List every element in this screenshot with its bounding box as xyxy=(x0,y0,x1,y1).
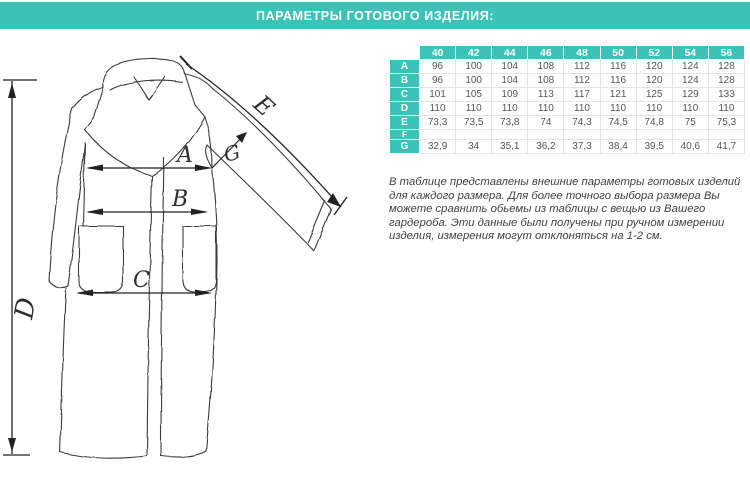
dimension-line-d xyxy=(3,80,37,455)
size-column-header: 42 xyxy=(456,46,492,60)
size-value-cell: 110 xyxy=(600,102,636,116)
size-column-header: 52 xyxy=(636,46,672,60)
size-column-header: 54 xyxy=(672,46,708,60)
dimension-line-e xyxy=(180,56,347,215)
size-value-cell: 117 xyxy=(564,88,600,102)
row-label: A xyxy=(390,60,420,74)
dimension-label-e: E xyxy=(247,89,280,123)
size-value-cell: 110 xyxy=(708,102,744,116)
size-value-cell: 113 xyxy=(528,88,564,102)
size-value-cell: 121 xyxy=(600,88,636,102)
size-value-cell: 108 xyxy=(528,60,564,74)
size-value-cell: 112 xyxy=(564,60,600,74)
size-value-cell xyxy=(600,130,636,140)
coat-measurement-sketch xyxy=(0,30,385,476)
size-column-header: 44 xyxy=(492,46,528,60)
size-value-cell xyxy=(708,130,744,140)
size-value-cell: 110 xyxy=(456,102,492,116)
size-column-header: 40 xyxy=(420,46,456,60)
size-value-cell: 74,3 xyxy=(564,116,600,130)
size-value-cell: 96 xyxy=(420,74,456,88)
table-row xyxy=(390,60,745,74)
size-value-cell: 116 xyxy=(600,60,636,74)
size-column-header: 46 xyxy=(528,46,564,60)
coat-sketch-svg xyxy=(0,30,385,476)
size-value-cell xyxy=(492,130,528,140)
row-label: C xyxy=(390,88,420,102)
dimension-label-b: B xyxy=(172,187,189,212)
size-value-cell: 124 xyxy=(672,74,708,88)
size-value-cell: 34 xyxy=(456,140,492,154)
row-label: D xyxy=(390,102,420,116)
size-value-cell: 110 xyxy=(528,102,564,116)
dimension-line-a xyxy=(86,165,212,172)
size-value-cell: 35,1 xyxy=(492,140,528,154)
size-value-cell xyxy=(672,130,708,140)
size-value-cell: 40,6 xyxy=(672,140,708,154)
dimension-label-a: A xyxy=(177,143,193,168)
size-value-cell: 109 xyxy=(492,88,528,102)
size-value-cell: 41,7 xyxy=(708,140,744,154)
size-value-cell: 32,9 xyxy=(420,140,456,154)
size-value-cell: 124 xyxy=(672,60,708,74)
size-value-cell: 116 xyxy=(600,74,636,88)
size-value-cell xyxy=(564,130,600,140)
coat-outline xyxy=(49,59,331,458)
dimension-label-d: D xyxy=(9,295,43,322)
table-row xyxy=(390,102,745,116)
size-value-cell: 73,3 xyxy=(420,116,456,130)
size-value-cell xyxy=(420,130,456,140)
size-value-cell: 112 xyxy=(564,74,600,88)
size-column-header: 56 xyxy=(708,46,744,60)
table-row xyxy=(390,140,745,154)
page-title: ПАРАМЕТРЫ ГОТОВОГО ИЗДЕЛИЯ: xyxy=(255,8,495,23)
row-label: G xyxy=(390,140,420,154)
size-value-cell: 104 xyxy=(492,74,528,88)
size-value-cell: 110 xyxy=(636,102,672,116)
size-value-cell: 128 xyxy=(708,74,744,88)
dimension-label-c: C xyxy=(133,268,150,293)
size-value-cell: 73,8 xyxy=(492,116,528,130)
size-value-cell: 38,4 xyxy=(600,140,636,154)
size-value-cell: 110 xyxy=(492,102,528,116)
size-value-cell: 120 xyxy=(636,74,672,88)
header-bar xyxy=(0,2,750,29)
size-value-cell: 110 xyxy=(564,102,600,116)
size-value-cell: 74,8 xyxy=(636,116,672,130)
table-row xyxy=(390,74,745,88)
size-value-cell xyxy=(528,130,564,140)
size-value-cell: 36,2 xyxy=(528,140,564,154)
size-value-cell: 129 xyxy=(672,88,708,102)
size-value-cell: 108 xyxy=(528,74,564,88)
size-table xyxy=(389,45,745,154)
size-table-header-row xyxy=(390,46,745,60)
row-label: B xyxy=(390,74,420,88)
size-value-cell xyxy=(456,130,492,140)
table-row xyxy=(390,130,745,140)
size-value-cell: 74,5 xyxy=(600,116,636,130)
size-value-cell: 110 xyxy=(672,102,708,116)
size-value-cell: 39,5 xyxy=(636,140,672,154)
size-value-cell: 75,3 xyxy=(708,116,744,130)
table-row xyxy=(390,88,745,102)
size-value-cell: 110 xyxy=(420,102,456,116)
size-value-cell: 100 xyxy=(456,60,492,74)
table-corner-cell xyxy=(390,46,420,60)
size-value-cell: 74 xyxy=(528,116,564,130)
size-value-cell: 125 xyxy=(636,88,672,102)
row-label: F xyxy=(390,130,420,140)
size-value-cell: 128 xyxy=(708,60,744,74)
dimension-label-g: G xyxy=(221,139,243,167)
size-value-cell xyxy=(636,130,672,140)
size-value-cell: 105 xyxy=(456,88,492,102)
row-label: E xyxy=(390,116,420,130)
size-value-cell: 120 xyxy=(636,60,672,74)
description-text: В таблице представлены внешние параметры готовых изделий для каждого размера. Для более точного выбора размера Вы можете сравнить обьемы из таблицы с вещью из Вашего гардероба. Эти данные были получены при ручном измерении изделия, измерения могут отклоняться на 1-2 см. xyxy=(389,176,741,243)
size-value-cell: 133 xyxy=(708,88,744,102)
size-value-cell: 100 xyxy=(456,74,492,88)
size-info-panel xyxy=(389,45,745,244)
size-value-cell: 73,5 xyxy=(456,116,492,130)
table-row xyxy=(390,116,745,130)
size-value-cell: 101 xyxy=(420,88,456,102)
size-value-cell: 37,3 xyxy=(564,140,600,154)
size-value-cell: 104 xyxy=(492,60,528,74)
size-value-cell: 75 xyxy=(672,116,708,130)
size-value-cell: 96 xyxy=(420,60,456,74)
size-column-header: 48 xyxy=(564,46,600,60)
size-column-header: 50 xyxy=(600,46,636,60)
dimension-line-b xyxy=(86,209,208,216)
